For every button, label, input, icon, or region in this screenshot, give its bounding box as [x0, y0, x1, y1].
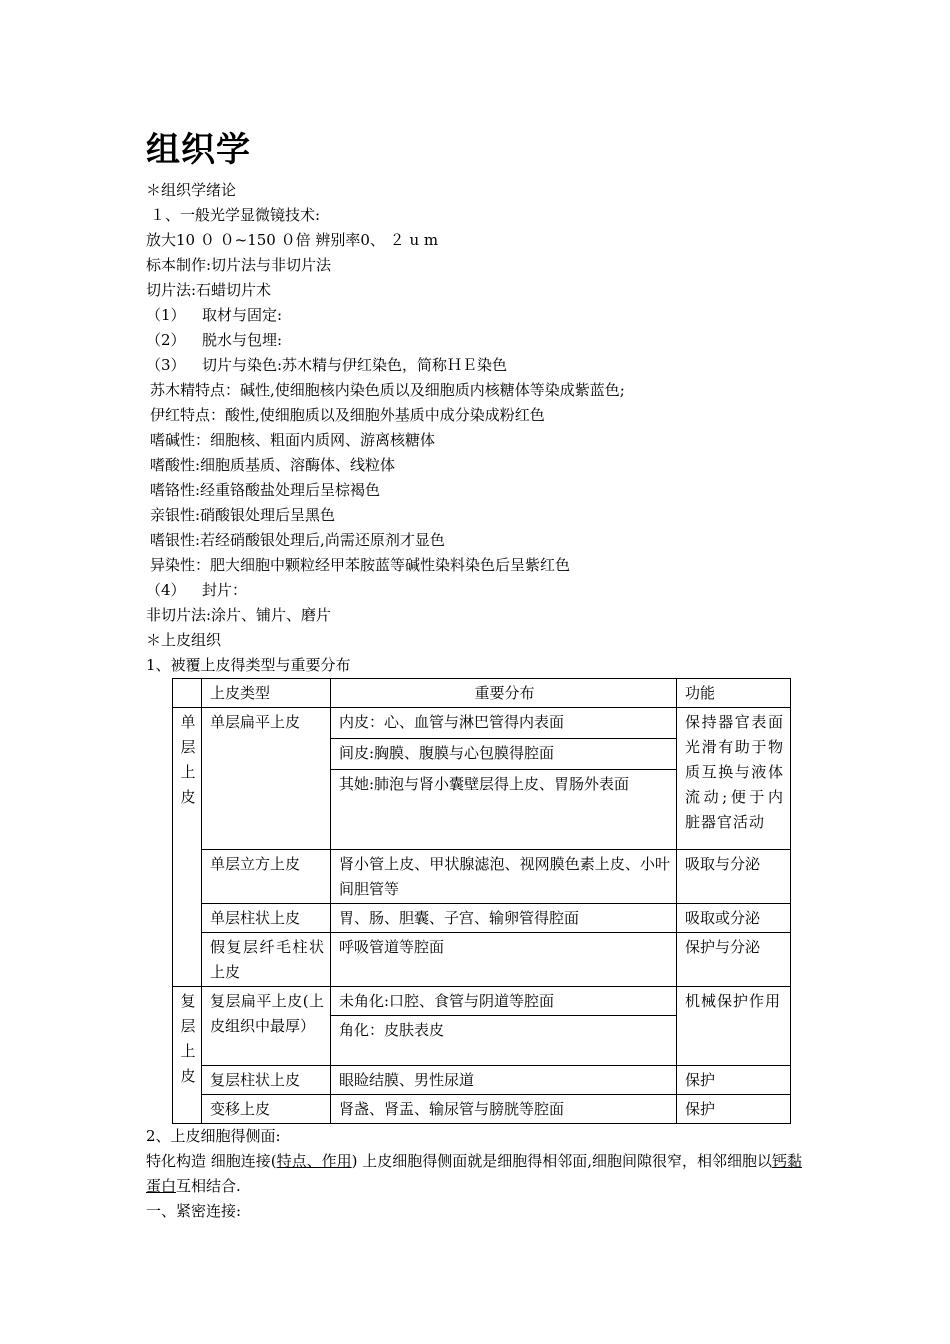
group-char: 复 — [180, 992, 196, 1010]
distribution-cell: 其她:肺泡与肾小囊壁层得上皮、胃肠外表面 — [331, 770, 677, 850]
distribution-cell: 角化：皮肤表皮 — [331, 1016, 677, 1066]
distribution-cell: 胃、肠、胆囊、子宫、输卵管得腔面 — [331, 904, 677, 933]
stain-note: 嗜碱性：细胞核、粗面内质网、游离核糖体 — [150, 431, 436, 449]
step-line — [146, 353, 816, 378]
para-text: 特化构造 细胞连接( — [146, 1152, 277, 1170]
table-header-row — [173, 679, 791, 708]
group-single-layer — [173, 708, 202, 987]
document-title: 组织学 — [146, 130, 251, 170]
non-section-text: 非切片法:涂片、铺片、磨片 — [146, 606, 332, 624]
magnification-text: 放大10 ０ ０~150 ０倍 辨别率0、 ２ u m — [146, 231, 439, 249]
type-cell: 假复层纤毛柱状上皮 — [202, 933, 331, 987]
step-text: 脱水与包埋: — [202, 331, 283, 349]
underlined-term: 特点、作用 — [276, 1152, 352, 1170]
item-light-microscope: １、一般光学显微镜技术: — [150, 206, 321, 224]
item-lateral-surface: 2、上皮细胞得侧面: — [146, 1127, 281, 1145]
table-row — [173, 987, 791, 1016]
step-number: （4） — [146, 581, 186, 599]
lateral-paragraph — [146, 1149, 816, 1199]
tight-junction-heading: 一、紧密连接: — [146, 1202, 242, 1220]
group-char: 层 — [180, 738, 196, 756]
type-cell: 单层立方上皮 — [202, 850, 331, 904]
stain-note: 苏木精特点：碱性,使细胞核内染色质以及细胞质内核糖体等染成紫蓝色; — [150, 381, 625, 399]
section-heading-epithelium: ＊上皮组织 — [146, 631, 222, 649]
group-stratified — [173, 987, 202, 1124]
stain-note: 亲银性:硝酸银处理后呈黑色 — [150, 506, 336, 524]
table-row — [173, 904, 791, 933]
para-text: 互相结合. — [176, 1177, 241, 1195]
stain-note: 嗜银性:若经硝酸银处理后,尚需还原剂才显色 — [150, 531, 445, 549]
table-row — [173, 708, 791, 739]
distribution-cell: 内皮：心、血管与淋巴管得内表面 — [331, 708, 677, 739]
underlined-term: 钙黏蛋白 — [146, 1152, 803, 1195]
item-covering-epithelium: 1、被覆上皮得类型与重要分布 — [146, 656, 351, 674]
step-text: 取材与固定: — [202, 306, 283, 324]
step-line — [146, 578, 816, 603]
header-distribution: 重要分布 — [331, 679, 677, 708]
table-row — [173, 1066, 791, 1095]
stain-note: 伊红特点：酸性,使细胞质以及细胞外基质中成分染成粉红色 — [150, 406, 545, 424]
function-cell: 吸取与分泌 — [677, 850, 791, 904]
type-cell: 复层柱状上皮 — [202, 1066, 331, 1095]
section-heading-histology-intro: ＊组织学绪论 — [146, 181, 237, 199]
group-char: 上 — [180, 763, 196, 781]
distribution-cell: 呼吸管道等腔面 — [331, 933, 677, 987]
group-char: 皮 — [180, 1067, 196, 1085]
header-function: 功能 — [677, 679, 791, 708]
header-blank — [173, 679, 202, 708]
header-type: 上皮类型 — [202, 679, 331, 708]
distribution-cell: 眼睑结膜、男性尿道 — [331, 1066, 677, 1095]
table-row — [173, 933, 791, 987]
document-page — [146, 122, 816, 1224]
step-line — [146, 303, 816, 328]
stain-note: 嗜酸性:细胞质基质、溶酶体、线粒体 — [150, 456, 396, 474]
type-cell: 单层柱状上皮 — [202, 904, 331, 933]
step-text: 封片： — [202, 581, 248, 599]
function-cell: 机械保护作用 — [677, 987, 791, 1066]
type-cell: 单层扁平上皮 — [202, 708, 331, 850]
type-cell: 复层扁平上皮(上皮组织中最厚） — [202, 987, 331, 1066]
function-cell: 保护与分泌 — [677, 933, 791, 987]
step-text: 切片与染色:苏木精与伊红染色，简称ＨＥ染色 — [202, 356, 508, 374]
function-cell: 保护 — [677, 1095, 791, 1124]
distribution-cell: 间皮:胸膜、腹膜与心包膜得腔面 — [331, 739, 677, 770]
group-char: 上 — [180, 1042, 196, 1060]
function-cell: 保护 — [677, 1066, 791, 1095]
step-number: （3） — [146, 356, 186, 374]
type-cell: 变移上皮 — [202, 1095, 331, 1124]
stain-note: 异染性：肥大细胞中颗粒经甲苯胺蓝等碱性染料染色后呈紫红色 — [150, 556, 571, 574]
step-line — [146, 328, 816, 353]
step-number: （1） — [146, 306, 186, 324]
group-char: 单 — [180, 713, 196, 731]
table-row — [173, 1095, 791, 1124]
group-char: 皮 — [180, 788, 196, 806]
function-cell: 保持器官表面光滑有助于物质互换与液体流动;便于内脏器官活动 — [677, 708, 791, 850]
group-char: 层 — [180, 1017, 196, 1035]
function-cell: 吸取或分泌 — [677, 904, 791, 933]
distribution-cell: 肾盏、肾盂、输尿管与膀胱等腔面 — [331, 1095, 677, 1124]
distribution-cell: 未角化:口腔、食管与阴道等腔面 — [331, 987, 677, 1016]
para-text: ) 上皮细胞得侧面就是细胞得相邻面,细胞间隙很窄，相邻细胞以 — [351, 1152, 773, 1170]
table-row — [173, 850, 791, 904]
section-method-text: 切片法:石蜡切片术 — [146, 281, 272, 299]
distribution-cell: 肾小管上皮、甲状腺滤泡、视网膜色素上皮、小叶间胆管等 — [331, 850, 677, 904]
step-number: （2） — [146, 331, 186, 349]
specimen-text: 标本制作:切片法与非切片法 — [146, 256, 332, 274]
stain-note: 嗜铬性:经重铬酸盐处理后呈棕褐色 — [150, 481, 381, 499]
epithelium-table — [172, 678, 791, 1124]
